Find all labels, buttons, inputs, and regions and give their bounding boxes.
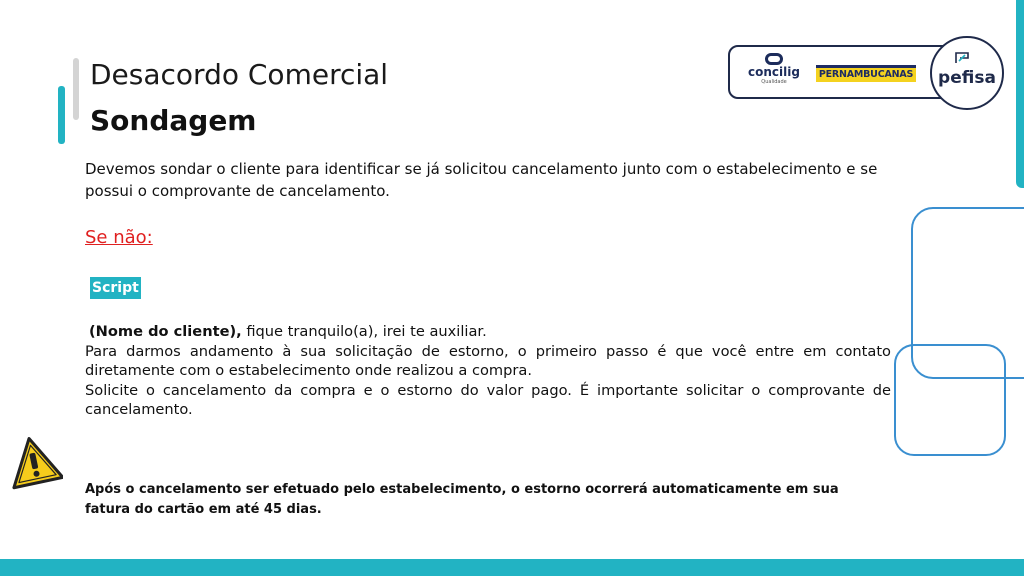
decorative-bar-grey bbox=[73, 58, 79, 120]
script-paragraph-1: Para darmos andamento à sua solicitação de estorno, o primeiro passo é que você entre em contato diretamente com o estabelecimento onde realizou a compra. bbox=[85, 342, 891, 379]
decorative-rounded-frame-small bbox=[894, 344, 1006, 456]
pefisa-logo-text: pefisa bbox=[938, 68, 996, 88]
script-label: Script bbox=[90, 277, 141, 299]
concilig-logo-tagline: Qualidade bbox=[761, 79, 787, 85]
script-text bbox=[85, 322, 891, 420]
script-line-greeting bbox=[85, 322, 891, 342]
decorative-edge-bar bbox=[1016, 0, 1024, 188]
pefisa-flag-icon bbox=[955, 52, 969, 64]
pernambucanas-logo-text: PERNAMBUCANAS bbox=[818, 69, 914, 80]
page-subtitle: Sondagem bbox=[90, 104, 257, 137]
page-title: Desacordo Comercial bbox=[90, 58, 389, 91]
concilig-logo-text: concilig bbox=[748, 65, 800, 79]
client-name-placeholder: (Nome do cliente), bbox=[89, 323, 242, 340]
condition-heading: Se não: bbox=[85, 227, 153, 248]
concilig-logo-icon bbox=[765, 53, 783, 65]
decorative-bottom-bar bbox=[0, 559, 1024, 576]
warning-triangle-icon bbox=[5, 433, 63, 491]
intro-paragraph: Devemos sondar o cliente para identificar se já solicitou cancelamento junto com o estabelecimento e se possui o comprovante de cancelamento. bbox=[85, 160, 878, 200]
greeting-text: fique tranquilo(a), irei te auxiliar. bbox=[241, 323, 487, 340]
concilig-logo bbox=[744, 53, 804, 85]
pefisa-logo bbox=[930, 36, 1004, 110]
partner-logos-box bbox=[728, 45, 960, 99]
script-paragraph-2: Solicite o cancelamento da compra e o estorno do valor pago. É importante solicitar o comprovante de cancelamento. bbox=[85, 381, 891, 418]
footer-note: Após o cancelamento ser efetuado pelo estabelecimento, o estorno ocorrerá automaticamente em sua fatura do cartão em até 45 dias. bbox=[85, 482, 839, 517]
pernambucanas-logo bbox=[816, 65, 916, 82]
decorative-bar-teal bbox=[58, 86, 65, 144]
